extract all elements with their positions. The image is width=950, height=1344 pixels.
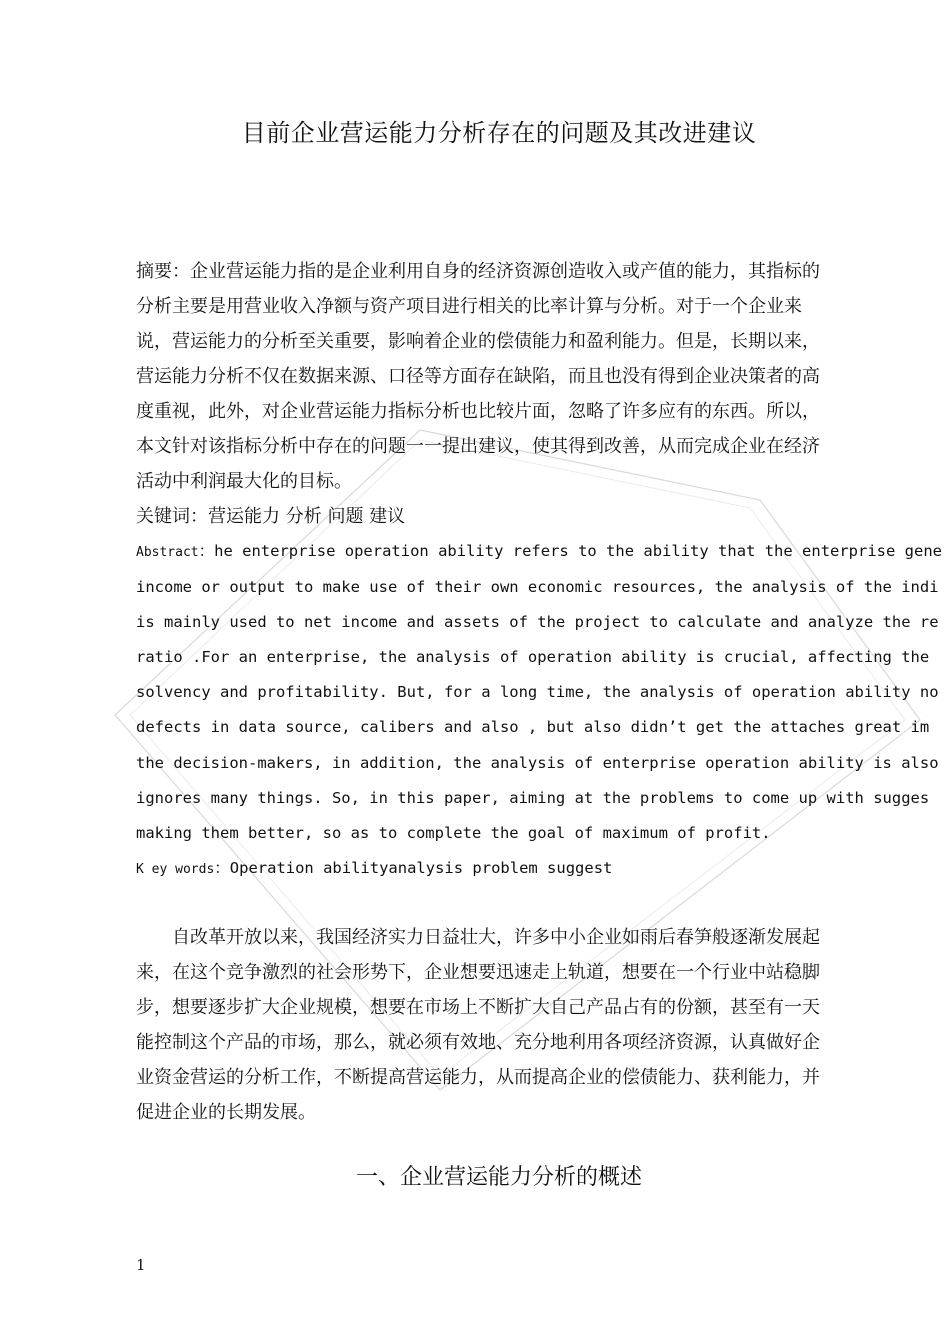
- abstract-cn-line: 度重视，此外，对企业营运能力指标分析也比较片面，忽略了许多应有的东西。所以，: [136, 401, 820, 422]
- abstract-en-line: defects in data source, calibers and also , but also didn’t get the attaches great im: [136, 718, 930, 737]
- document-title: 目前企业营运能力分析存在的问题及其改进建议: [241, 119, 757, 147]
- keywords-en-label: K ey words: [136, 861, 215, 877]
- abstract-en-line: Abstract：he enterprise operation ability refers to the ability that the enterprise gene: [136, 542, 943, 560]
- abstract-en-line: solvency and profitability. But, for a long time, the analysis of operation ability no: [136, 683, 939, 702]
- abstract-cn-line: 摘要：企业营运能力指的是企业利用自身的经济资源创造收入或产值的能力，其指标的: [136, 261, 820, 282]
- abstract-cn-line: 分析主要是用营业收入净额与资产项目进行相关的比率计算与分析。对于一个企业来: [136, 296, 802, 317]
- intro-line: 能控制这个产品的市场，那么，就必须有效地、充分地利用各项经济资源，认真做好企: [136, 1032, 820, 1053]
- keywords-en: K ey words：Operation abilityanalysis problem suggest: [136, 858, 613, 877]
- abstract-en-line: is mainly used to net income and assets of the project to calculate and analyze the re: [136, 613, 939, 632]
- abstract-en-line: income or output to make use of their own economic resources, the analysis of the indi: [136, 578, 939, 597]
- abstract-en-line: making them better, so as to complete the goal of maximum of profit.: [136, 823, 771, 842]
- intro-paragraph: [136, 920, 860, 1130]
- intro-line: 自改革开放以来，我国经济实力日益壮大，许多中小企业如雨后春笋般逐渐发展起: [172, 927, 820, 948]
- abstract-en: [136, 534, 950, 887]
- intro-line: 业资金营运的分析工作，不断提高营运能力，从而提高企业的偿债能力、获利能力，并: [136, 1067, 820, 1088]
- abstract-cn-line: 说，营运能力的分析至关重要，影响着企业的偿债能力和盈利能力。但是，长期以来，: [136, 331, 820, 352]
- intro-line: 来，在这个竞争激烈的社会形势下，企业想要迅速走上轨道，想要在一个行业中站稳脚: [136, 962, 820, 983]
- abstract-cn-line: 营运能力分析不仅在数据来源、口径等方面存在缺陷，而且也没有得到企业决策者的高: [136, 366, 820, 387]
- abstract-cn-line: 活动中利润最大化的目标。: [136, 471, 352, 492]
- abstract-cn-line: 本文针对该指标分析中存在的问题一一提出建议，使其得到改善，从而完成企业在经济: [136, 436, 820, 457]
- abstract-cn: [136, 254, 860, 534]
- abstract-en-line: ratio .For an enterprise, the analysis of operation ability is crucial, affecting the: [136, 648, 930, 667]
- intro-line: 步，想要逐步扩大企业规模，想要在市场上不断扩大自己产品占有的份额，甚至有一天: [136, 997, 820, 1018]
- intro-line: 促进企业的长期发展。: [136, 1102, 316, 1123]
- keywords-cn: 关键词：营运能力 分析 问题 建议: [136, 506, 406, 527]
- page-number: 1: [136, 1256, 146, 1274]
- abstract-en-line: the decision-makers, in addition, the analysis of enterprise operation ability is also: [136, 753, 939, 772]
- section-heading: 一、企业营运能力分析的概述: [355, 1165, 642, 1190]
- abstract-en-label: Abstract: [136, 545, 199, 560]
- abstract-en-line: ignores many things. So, in this paper, aiming at the problems to come up with sugges: [136, 788, 930, 807]
